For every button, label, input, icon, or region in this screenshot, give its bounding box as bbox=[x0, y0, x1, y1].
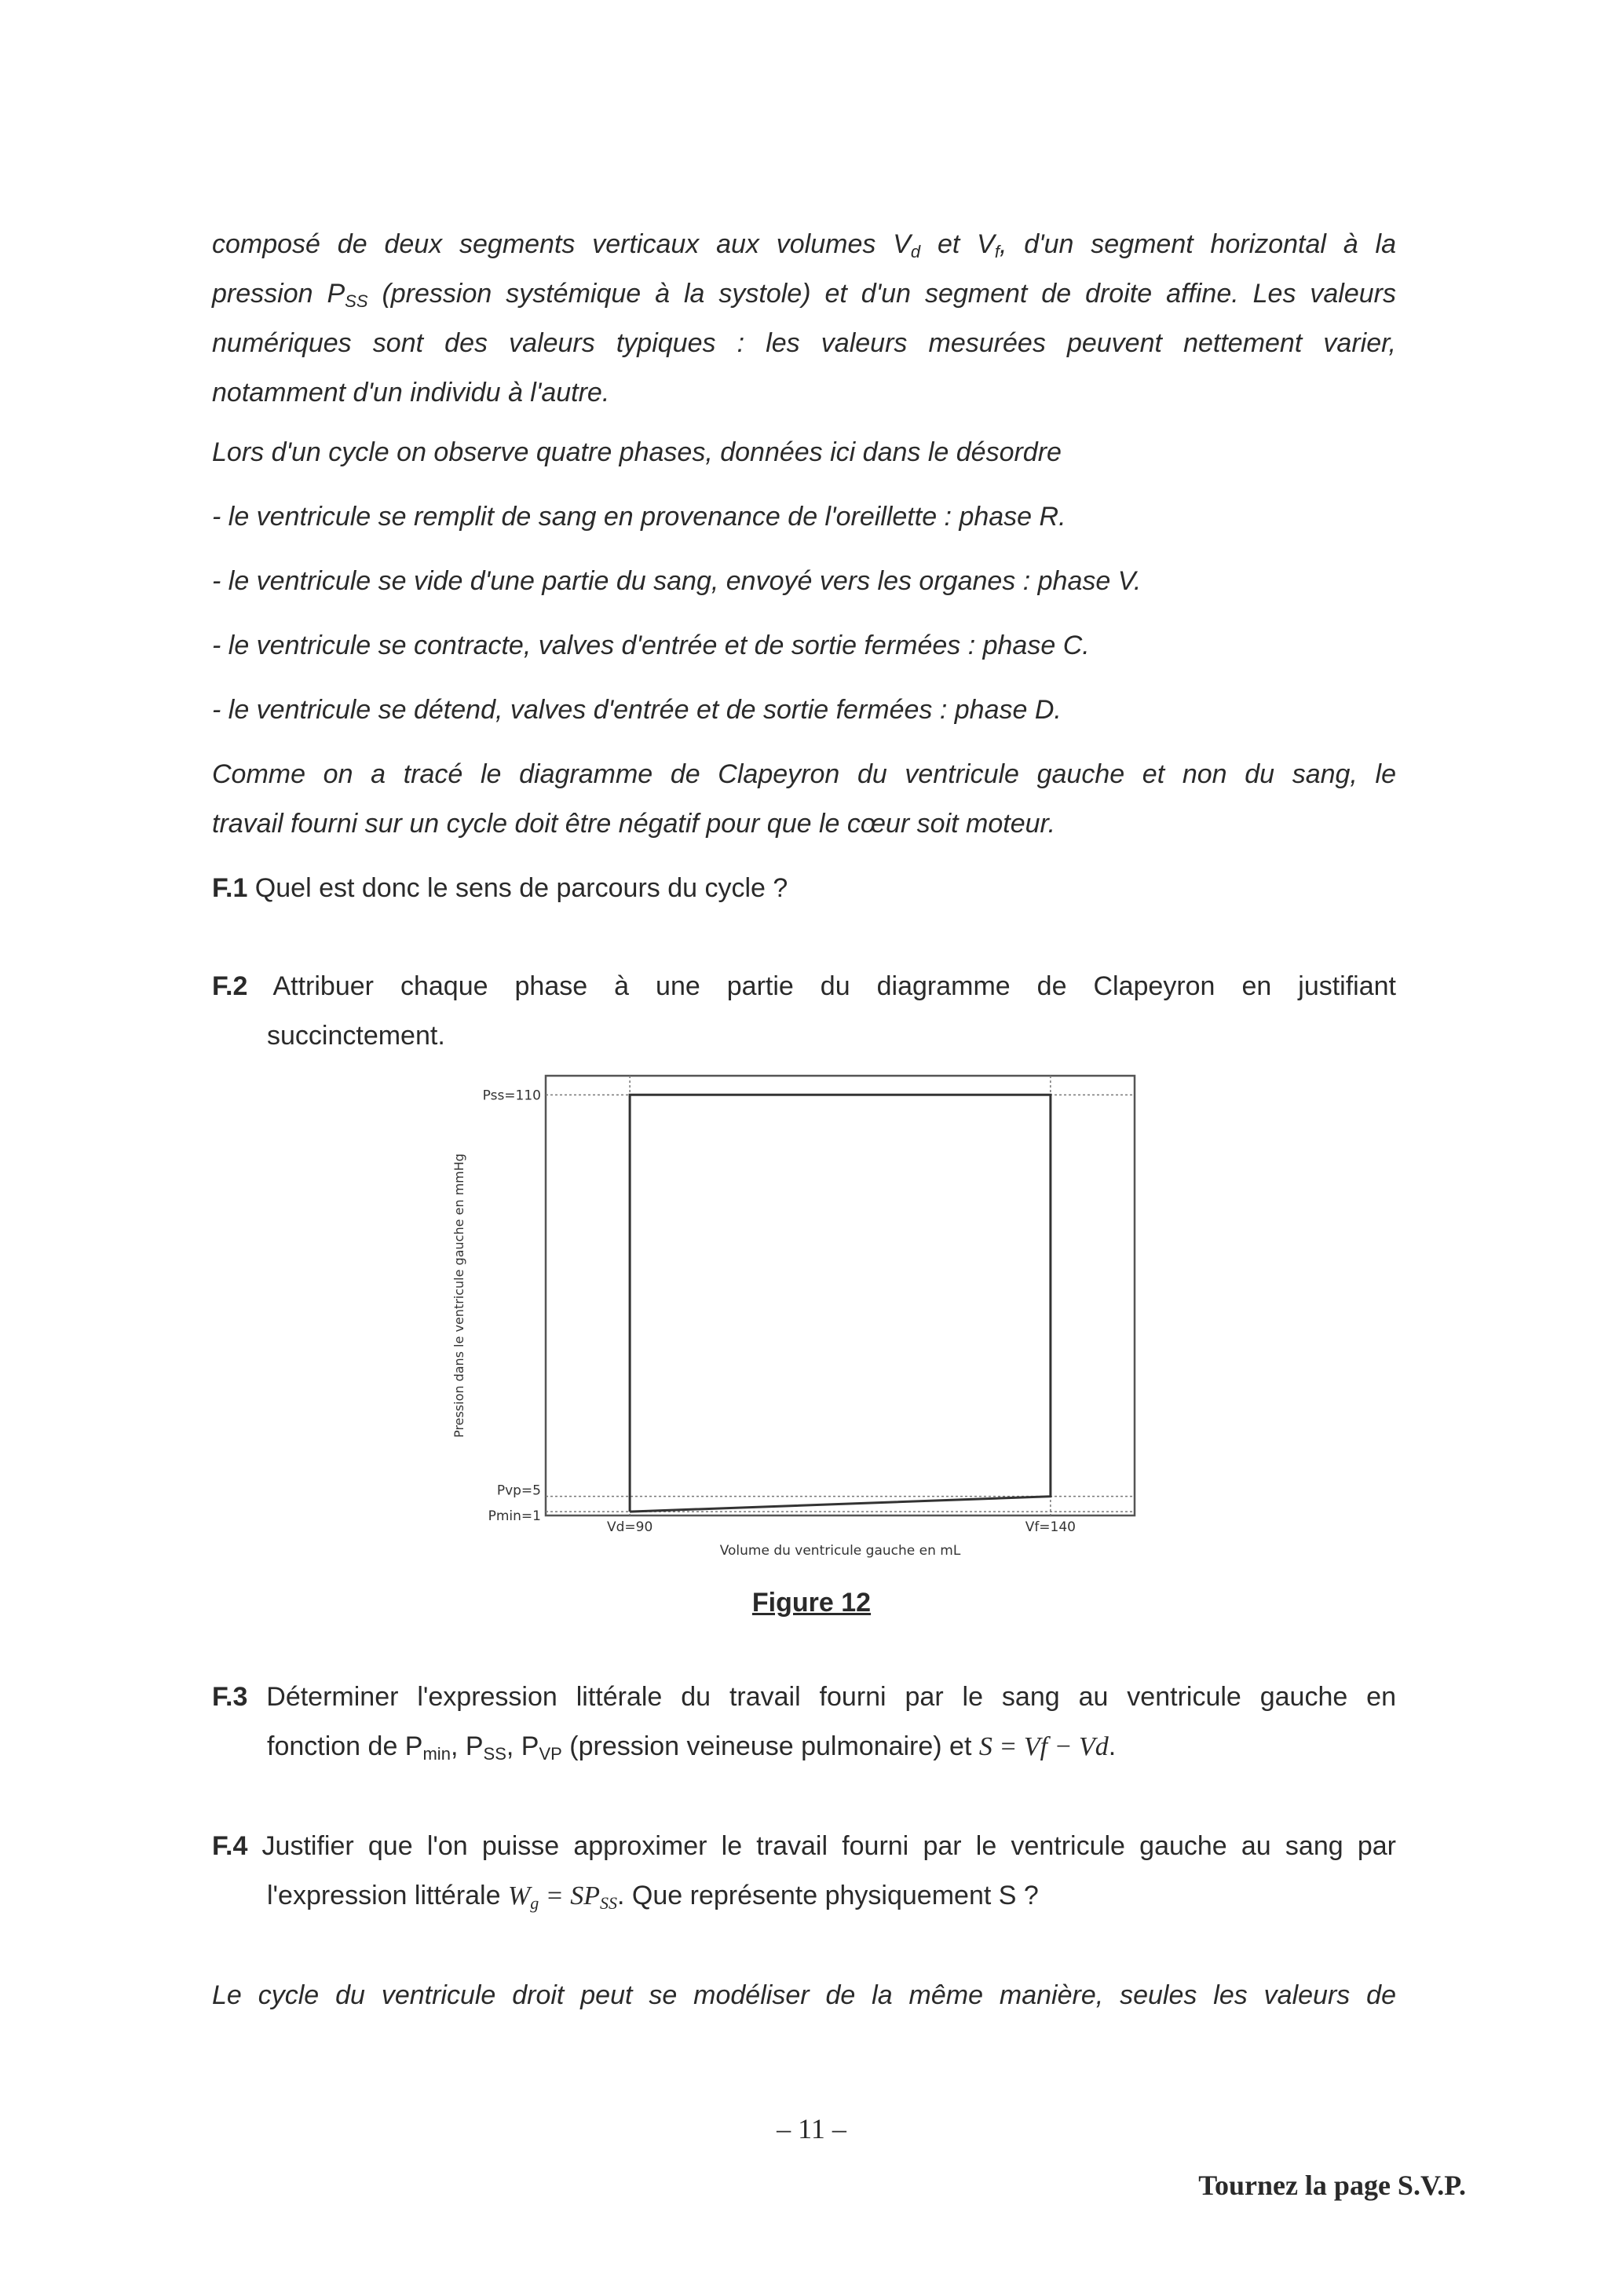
phase-item-v: - le ventricule se vide d'une partie du sang, envoyé vers les organes : phase V. bbox=[212, 566, 1142, 596]
phase-item-d: - le ventricule se détend, valves d'entrée et de sortie fermées : phase D. bbox=[212, 695, 1062, 725]
question-text: Quel est donc le sens de parcours du cycle ? bbox=[247, 873, 788, 903]
turn-page-note: Tournez la page S.V.P. bbox=[1198, 2170, 1466, 2201]
tick-label-pmin: Pmin=1 bbox=[488, 1508, 541, 1525]
question-f2-line-1: F.2 Attribuer chaque phase à une partie du diagramme de Clapeyron en justifiant bbox=[212, 971, 1396, 1001]
question-f4-line-2: l'expression littérale $W_g = SP_{SS}$. Que représente physiquement S ? bbox=[267, 1881, 1039, 1913]
plot-frame bbox=[546, 1076, 1135, 1515]
question-f1 bbox=[212, 864, 1396, 913]
tick-label-pvp: Pvp=5 bbox=[496, 1483, 541, 1499]
math-s-expression: S = Vf − Vd bbox=[978, 1732, 1109, 1761]
intro-line-3: numériques sont des valeurs typiques : les valeurs mesurées peuvent nettement varier, bbox=[212, 328, 1396, 358]
closing-line: Le cycle du ventricule droit peut se modéliser de la même manière, seules les valeurs de bbox=[212, 1980, 1396, 2010]
question-f4 bbox=[212, 1822, 1396, 1921]
math-wg-expression: $W_g = SP_{SS}$ bbox=[507, 1881, 618, 1913]
phase-item-c: - le ventricule se contracte, valves d'entrée et de sortie fermées : phase C. bbox=[212, 631, 1090, 660]
intro-line-2: pression $P_{SS}$ (pression systémique à la systole) et d'un segment de droite affine. Les valeurs bbox=[212, 279, 1396, 311]
question-f3-line-1: F.3 Déterminer l'expression littérale du travail fourni par le sang au ventricule gauche en bbox=[212, 1682, 1396, 1712]
comme-paragraph bbox=[212, 750, 1396, 849]
question-f3-line-2: fonction de $P_{min}$, $P_{SS}$, $P_{VP}$ (pression veineuse pulmonaire) et S = Vf − Vd. bbox=[267, 1731, 1117, 1764]
question-f2-line-2: succinctement. bbox=[267, 1021, 445, 1051]
tick-label-vf: Vf=140 bbox=[1025, 1519, 1077, 1535]
intro-line-1: composé de deux segments verticaux aux volumes $V_d$ et $V_f$, d'un segment horizontal à la bbox=[212, 229, 1396, 261]
question-label: F.1 bbox=[212, 873, 248, 903]
intro-paragraph bbox=[212, 220, 1396, 418]
phase-item-r: - le ventricule se remplit de sang en provenance de l'oreillette : phase R. bbox=[212, 502, 1066, 532]
phases-lead: Lors d'un cycle on observe quatre phases, données ici dans le désordre bbox=[212, 437, 1062, 467]
tick-label-vd: Vd=90 bbox=[606, 1519, 653, 1535]
question-f4-line-1: F.4 Justifier que l'on puisse approximer le travail fourni par le ventricule gauche au sang par bbox=[212, 1831, 1396, 1861]
comme-line-2: travail fourni sur un cycle doit être négatif pour que le cœur soit moteur. bbox=[212, 809, 1056, 839]
y-axis-label: Pression dans le ventricule gauche en mmHg bbox=[451, 1153, 466, 1438]
clapeyron-chart bbox=[440, 1064, 1146, 1567]
question-f2 bbox=[212, 962, 1396, 1061]
tick-label-pss: Pss=110 bbox=[482, 1088, 541, 1104]
question-f3 bbox=[212, 1673, 1396, 1771]
figure-caption: Figure 12 bbox=[751, 1588, 872, 1618]
intro-line-4: notamment d'un individu à l'autre. bbox=[212, 378, 610, 408]
x-axis-label: Volume du ventricule gauche en mL bbox=[719, 1543, 961, 1559]
page-number: – 11 – bbox=[777, 2113, 846, 2144]
comme-line-1: Comme on a tracé le diagramme de Clapeyron du ventricule gauche et non du sang, le bbox=[212, 759, 1396, 789]
